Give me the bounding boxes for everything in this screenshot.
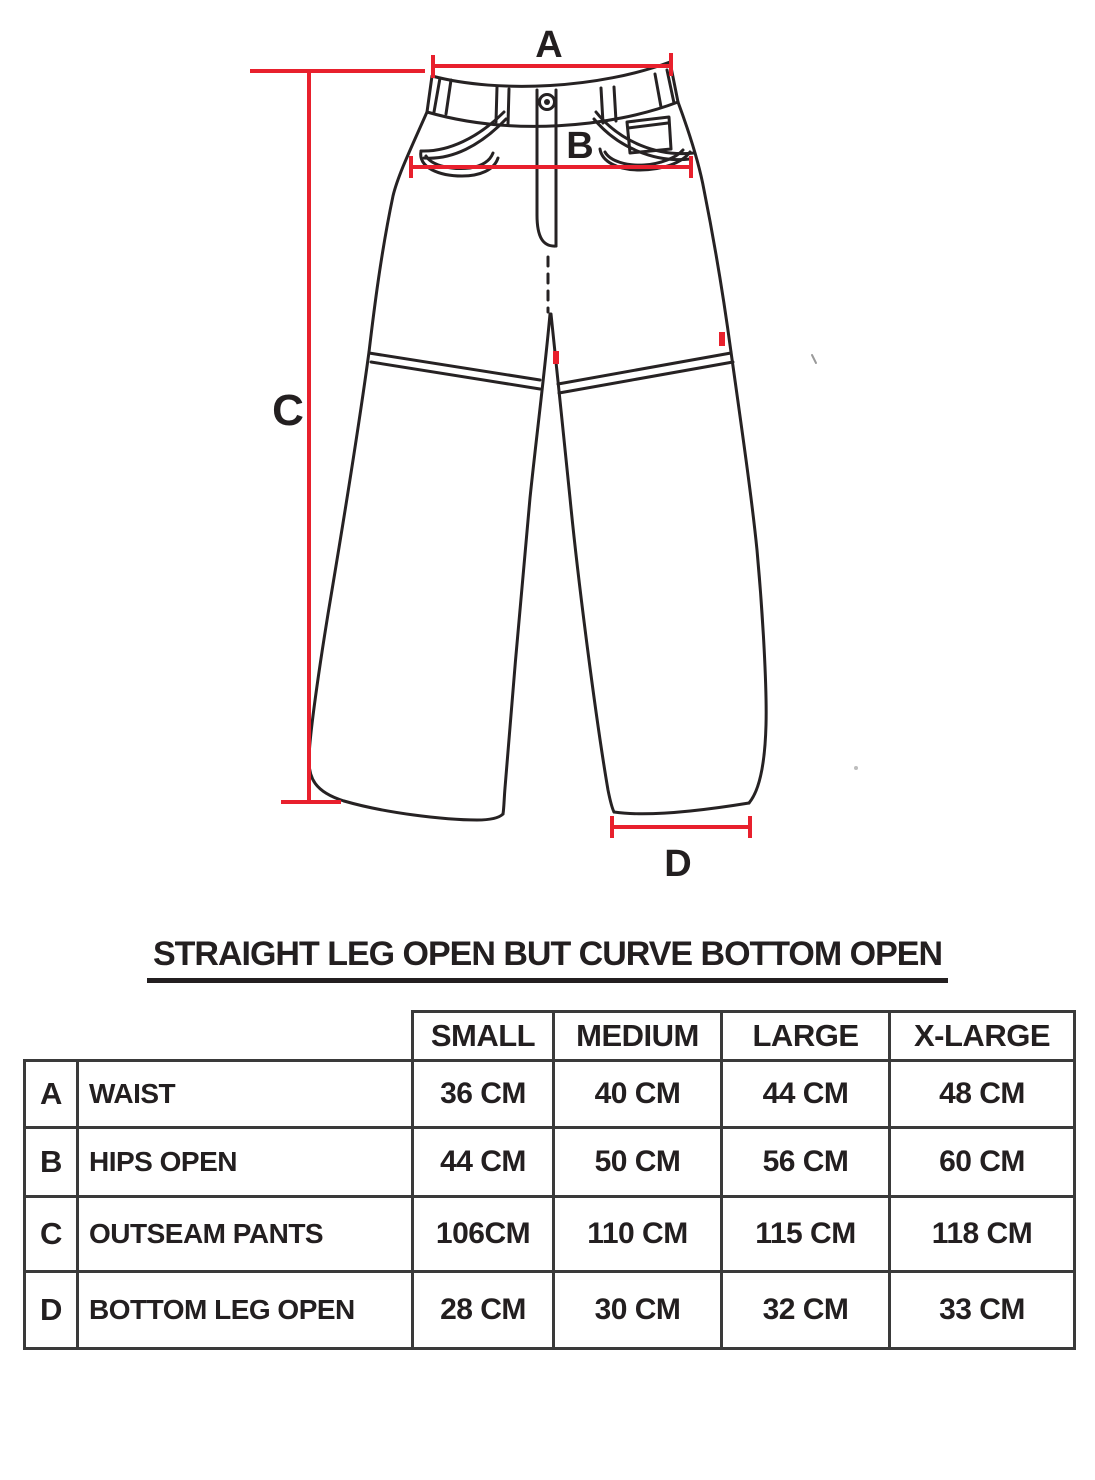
- measure-line-d: [612, 816, 750, 838]
- leg-hems: [344, 801, 749, 820]
- value-small: 106CM: [413, 1197, 554, 1272]
- table-row-hips-open: [25, 1128, 1075, 1197]
- value-x-large: 33 CM: [890, 1272, 1075, 1349]
- header-spacer: [78, 1012, 413, 1061]
- value-medium: 110 CM: [554, 1197, 722, 1272]
- knee-seams: [369, 353, 733, 393]
- sketch-specks: [812, 355, 858, 770]
- measure-label-a: A: [535, 24, 563, 66]
- row-key: A: [25, 1061, 78, 1128]
- value-small: 28 CM: [413, 1272, 554, 1349]
- header-large: LARGE: [722, 1012, 890, 1061]
- measure-label-d: D: [664, 843, 692, 885]
- row-key: B: [25, 1128, 78, 1197]
- value-large: 44 CM: [722, 1061, 890, 1128]
- header-x-large: X-LARGE: [890, 1012, 1075, 1061]
- value-medium: 40 CM: [554, 1061, 722, 1128]
- row-key: C: [25, 1197, 78, 1272]
- measure-label-c: C: [272, 386, 304, 435]
- size-table-header-row: [25, 1012, 1075, 1061]
- value-small: 36 CM: [413, 1061, 554, 1128]
- header-spacer: [25, 1012, 78, 1061]
- value-medium: 50 CM: [554, 1128, 722, 1197]
- table-row-bottom-leg-open: [25, 1272, 1075, 1349]
- table-row-waist: [25, 1061, 1075, 1128]
- value-medium: 30 CM: [554, 1272, 722, 1349]
- measure-label-b: B: [566, 125, 594, 167]
- value-x-large: 48 CM: [890, 1061, 1075, 1128]
- chart-title: STRAIGHT LEG OPEN BUT CURVE BOTTOM OPEN: [147, 936, 948, 983]
- waistband: [427, 62, 678, 126]
- value-large: 32 CM: [722, 1272, 890, 1349]
- value-x-large: 118 CM: [890, 1197, 1075, 1272]
- row-label: BOTTOM LEG OPEN: [78, 1272, 413, 1349]
- chart-title-row: [0, 936, 1095, 983]
- header-medium: MEDIUM: [554, 1012, 722, 1061]
- row-label: OUTSEAM PANTS: [78, 1197, 413, 1272]
- row-label: WAIST: [78, 1061, 413, 1128]
- value-x-large: 60 CM: [890, 1128, 1075, 1197]
- size-table: [23, 1010, 1076, 1350]
- inner-seams: [503, 314, 614, 814]
- row-key: D: [25, 1272, 78, 1349]
- fly-placket: [537, 90, 556, 312]
- value-large: 115 CM: [722, 1197, 890, 1272]
- header-small: SMALL: [413, 1012, 554, 1061]
- value-large: 56 CM: [722, 1128, 890, 1197]
- row-label: HIPS OPEN: [78, 1128, 413, 1197]
- waist-button: [540, 95, 555, 110]
- table-row-outseam-pants: [25, 1197, 1075, 1272]
- value-small: 44 CM: [413, 1128, 554, 1197]
